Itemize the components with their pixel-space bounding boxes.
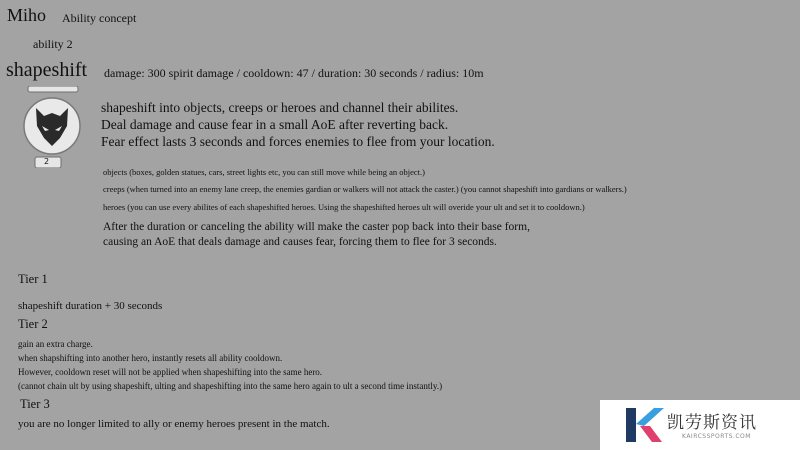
- after-line: causing an AoE that deals damage and causes fear, forcing them to flee for 3 seconds.: [103, 236, 497, 248]
- tier-3-label: Tier 3: [20, 397, 50, 411]
- ability-name: shapeshift: [6, 59, 88, 81]
- tier-2-line: However, cooldown reset will not be applied when shapeshifting into the same hero.: [18, 367, 323, 377]
- tier-1-label: Tier 1: [18, 272, 48, 286]
- hero-name: Miho: [7, 5, 47, 25]
- creeps-text: creeps (when turned into an enemy lane creep, the enemies gardian or walkers will not attack the caster.): [103, 184, 459, 194]
- creeps-note: [103, 184, 627, 194]
- watermark-logo: [600, 400, 800, 450]
- page-subtitle: Ability concept: [62, 11, 137, 25]
- ability-icon: [22, 86, 84, 168]
- description-line: shapeshift into objects, creeps or heroes and channel their abilites.: [101, 100, 459, 115]
- tier-2-line: gain an extra charge.: [18, 339, 93, 349]
- after-block: [103, 220, 530, 250]
- description-line: Deal damage and cause fear in a small AoE after reverting back.: [101, 117, 449, 132]
- heroes-note: heroes (you can use every abilites of each shapeshifted heroes. Using the shapeshifted heroes ult will overide your ult and set it to cooldown.): [103, 202, 585, 212]
- watermark-en: KAIRCSSPORTS.COM: [682, 433, 751, 440]
- description-block: [101, 99, 495, 150]
- tier-3-line: you are no longer limited to ally or enemy heroes present in the match.: [18, 418, 330, 430]
- ability-number: ability 2: [33, 37, 73, 51]
- description-line: Fear effect lasts 3 seconds and forces enemies to flee from your location.: [101, 134, 495, 149]
- k-logo-icon: [624, 406, 664, 444]
- after-line: After the duration or canceling the ability will make the caster pop back into their base form,: [103, 221, 530, 233]
- tier-2-block: [18, 337, 442, 393]
- ability-badge: 2: [44, 157, 50, 166]
- tier-2-line: when shapshifting into another hero, instantly resets all ability cooldown.: [18, 353, 283, 363]
- creeps-extra: (you cannot shapeshift into gardians or walkers.): [460, 184, 627, 194]
- ability-stats: damage: 300 spirit damage / cooldown: 47 / duration: 30 seconds / radius: 10m: [104, 66, 484, 80]
- watermark-cn: 凯劳斯资讯: [667, 413, 757, 433]
- tier-1-line: shapeshift duration + 30 seconds: [18, 300, 163, 312]
- tier-2-line: (cannot chain ult by using shapeshift, ulting and shapeshifting into the same hero again to ult a second time instantly.): [18, 381, 443, 391]
- fox-mask-icon: [22, 86, 84, 168]
- objects-note: objects (boxes, golden statues, cars, street lights etc, you can still move while being an object.): [103, 167, 425, 177]
- tier-2-label: Tier 2: [18, 317, 48, 331]
